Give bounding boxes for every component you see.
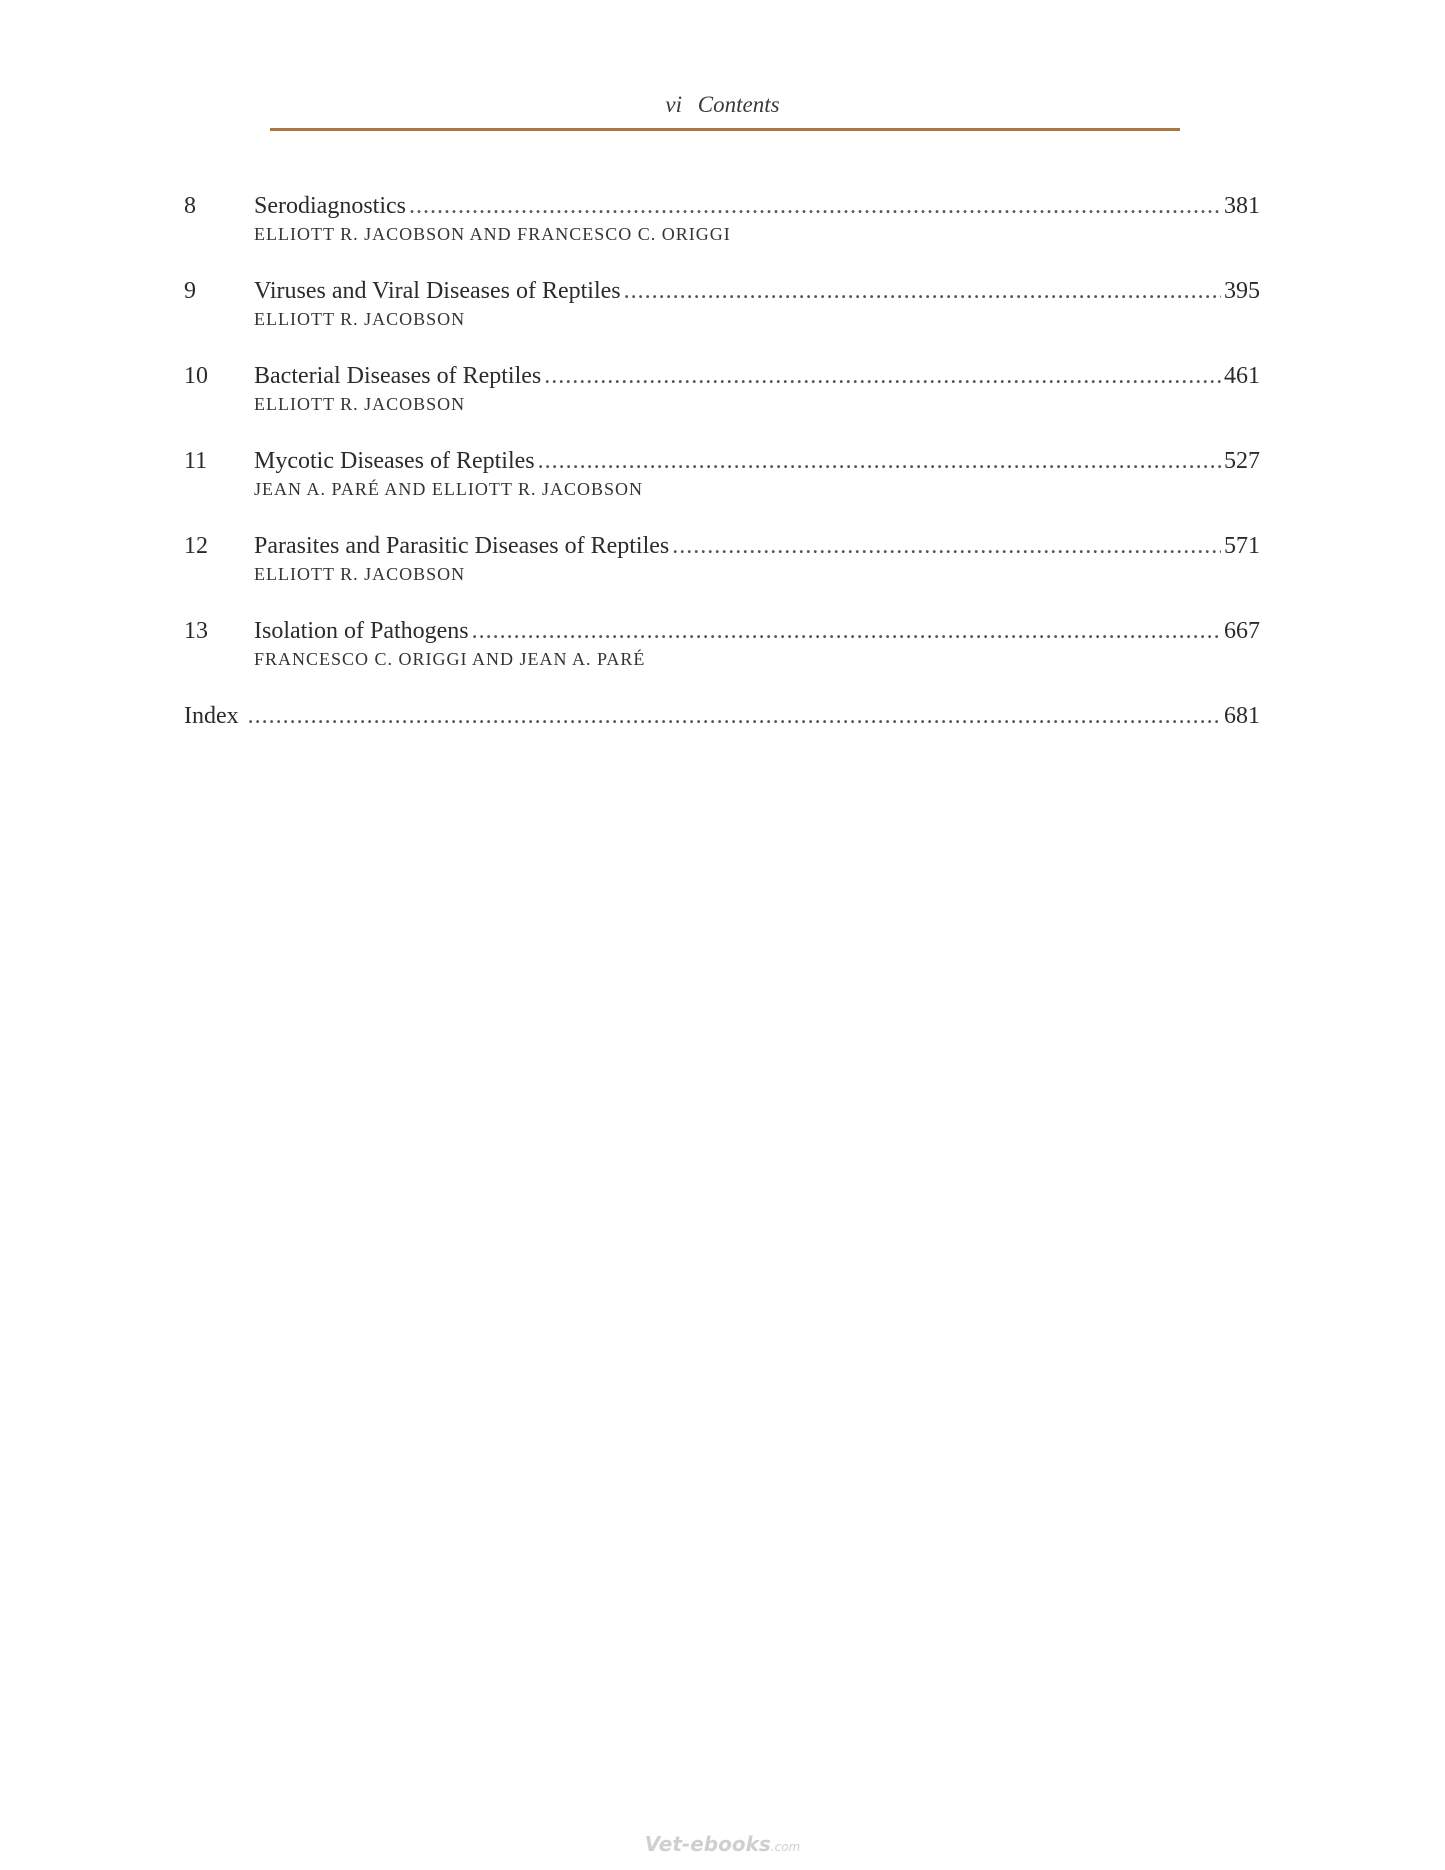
dot-leader <box>538 445 1221 477</box>
chapter-title: Isolation of Pathogens <box>254 618 469 644</box>
page-number: 381 <box>1224 193 1260 219</box>
toc-line <box>184 615 1260 647</box>
dot-leader <box>544 360 1221 392</box>
toc-line <box>184 360 1260 392</box>
watermark-logo <box>0 1832 1445 1856</box>
running-head <box>0 92 1445 118</box>
chapter-title: Parasites and Parasitic Diseases of Reptiles <box>254 533 670 559</box>
chapter-authors: JEAN A. PARÉ AND ELLIOTT R. JACOBSON <box>254 479 644 499</box>
chapter-number: 13 <box>184 618 208 644</box>
chapter-authors: ELLIOTT R. JACOBSON <box>254 309 466 329</box>
dot-leader <box>248 700 1221 732</box>
chapter-number: 10 <box>184 363 208 389</box>
chapter-authors: FRANCESCO C. ORIGGI AND JEAN A. PARÉ <box>254 649 646 669</box>
chapter-title: Mycotic Diseases of Reptiles <box>254 448 535 474</box>
dot-leader <box>624 275 1221 307</box>
toc-entry-13[interactable] <box>184 615 1260 671</box>
table-of-contents <box>184 190 1260 761</box>
chapter-number: 8 <box>184 193 196 219</box>
chapter-number: 11 <box>184 448 208 474</box>
page-number: 681 <box>1224 703 1260 729</box>
chapter-authors: ELLIOTT R. JACOBSON <box>254 394 466 414</box>
page-number: 395 <box>1224 278 1260 304</box>
toc-line <box>184 530 1260 562</box>
page-folio: vi <box>665 92 683 117</box>
watermark-suffix: .com <box>770 1840 801 1854</box>
toc-entry-10[interactable] <box>184 360 1260 416</box>
page-number: 527 <box>1224 448 1260 474</box>
index-label: Index <box>184 703 239 729</box>
chapter-authors: ELLIOTT R. JACOBSON AND FRANCESCO C. ORIGGI <box>254 224 731 244</box>
toc-line <box>184 190 1260 222</box>
toc-entry-8[interactable] <box>184 190 1260 246</box>
chapter-authors: ELLIOTT R. JACOBSON <box>254 564 466 584</box>
chapter-number: 12 <box>184 533 208 559</box>
section-title: Contents <box>697 92 780 117</box>
dot-leader <box>672 530 1221 562</box>
dot-leader <box>472 615 1221 647</box>
page-number: 667 <box>1224 618 1260 644</box>
dot-leader <box>409 190 1221 222</box>
page-number: 461 <box>1224 363 1260 389</box>
toc-entry-index[interactable] <box>184 700 1260 732</box>
chapter-title: Viruses and Viral Diseases of Reptiles <box>254 278 621 304</box>
chapter-title: Serodiagnostics <box>254 193 406 219</box>
toc-entry-11[interactable] <box>184 445 1260 501</box>
header-rule <box>270 128 1180 131</box>
watermark-text: Vet-ebooks <box>644 1832 771 1856</box>
page-number: 571 <box>1224 533 1260 559</box>
chapter-number: 9 <box>184 278 196 304</box>
toc-entry-9[interactable] <box>184 275 1260 331</box>
toc-line <box>184 700 1260 732</box>
toc-line <box>184 445 1260 477</box>
chapter-title: Bacterial Diseases of Reptiles <box>254 363 542 389</box>
toc-line <box>184 275 1260 307</box>
toc-entry-12[interactable] <box>184 530 1260 586</box>
